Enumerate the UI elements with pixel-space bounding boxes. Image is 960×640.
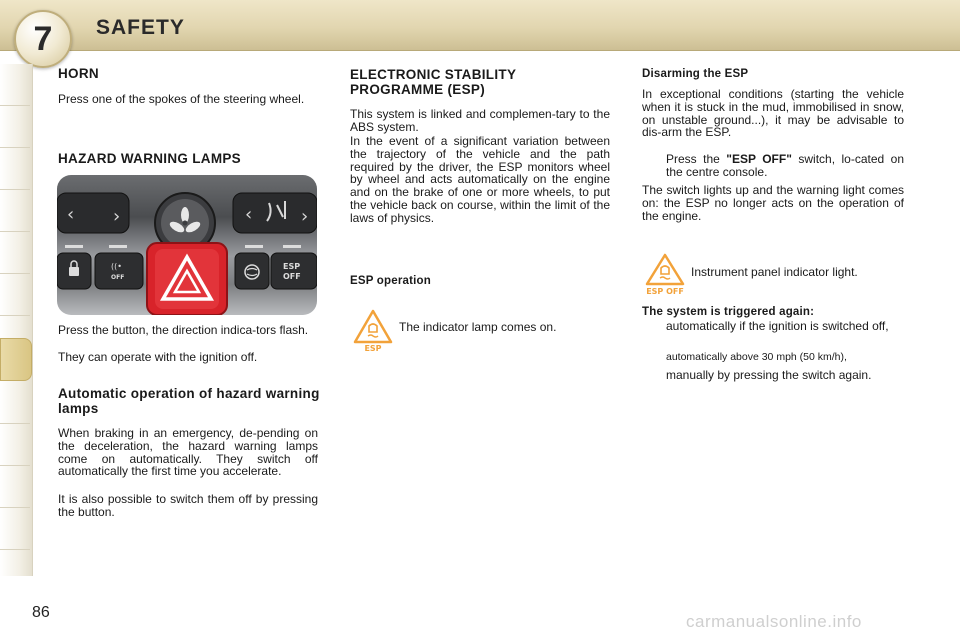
photo-label-esp-off: OFF (283, 272, 301, 281)
triggered-bullet-3 (642, 369, 904, 397)
press-esp-off-label: "ESP OFF" (726, 152, 792, 166)
hazard-text-1: Press the button, the direction indica-tors flash. (58, 323, 309, 337)
triggered-bullet-1 (642, 320, 904, 348)
esp-warning-icon (352, 308, 394, 352)
chapter-tab-4[interactable] (0, 190, 30, 232)
esp-off-indicator-caption: Instrument panel indicator light. (691, 265, 858, 279)
svg-text:‹: ‹ (67, 204, 75, 225)
chapter-tab-11[interactable] (0, 508, 30, 550)
esp-off-warning-icon (642, 252, 688, 296)
lights-text: The switch lights up and the warning light comes on: the ESP no longer acts on the operation of the engine. (642, 183, 904, 223)
hazard-switch-illustration (57, 175, 317, 315)
press-suffix: switch, lo-cated on the centre console. (666, 152, 904, 179)
chapter-tab-8[interactable] (0, 382, 30, 424)
photo-label-esp: ESP (283, 262, 301, 271)
horn-heading: HORN (58, 66, 99, 81)
chapter-number: 7 (14, 10, 72, 68)
chapter-title: SAFETY (96, 16, 185, 39)
press-esp-off-text (666, 153, 904, 179)
disarm-heading: Disarming the ESP (642, 68, 749, 80)
chapter-tab-10[interactable] (0, 466, 30, 508)
page-header (0, 0, 960, 58)
svg-text:›: › (113, 206, 121, 227)
esp-heading: ELECTRONIC STABILITY PROGRAMME (ESP) (350, 67, 517, 97)
auto-text-1: When braking in an emergency, de-pending on the deceleration, the hazard warning lamps come on automatically. They switch off automatically the first time you accelerate. (58, 426, 318, 479)
press-prefix: Press the (666, 152, 727, 166)
auto-text-2: It is also possible to switch them off by pressing the button. (58, 492, 318, 519)
triggered-bullet-3-text: manually by pressing the switch again. (666, 368, 872, 382)
hazard-text-2: They can operate with the ignition off. (58, 350, 258, 364)
disarm-text: In exceptional conditions (starting the vehicle when it is stuck in the mud, immobilised in snow, on unstable ground...), it may be advisable to dis-arm the ESP. (642, 87, 904, 140)
svg-text:›: › (301, 206, 309, 227)
svg-text:((•: ((• (111, 262, 122, 271)
esp-operation-heading: ESP operation (350, 275, 431, 287)
esp-warning-icon-label: ESP (364, 344, 382, 352)
chapter-tab-6[interactable] (0, 274, 30, 316)
triggered-bullet-2-text: automatically above 30 mph (50 km/h), (666, 351, 847, 363)
chapter-tab-3[interactable] (0, 148, 30, 190)
chapter-tab-1[interactable] (0, 64, 30, 106)
photo-label-off: OFF (111, 274, 125, 281)
triggered-heading: The system is triggered again: (642, 306, 815, 318)
horn-text: Press one of the spokes of the steering wheel. (58, 92, 305, 106)
watermark-text: carmanualsonline.info (686, 612, 862, 631)
esp-off-warning-icon-label: ESP OFF (646, 287, 684, 296)
chapter-tab-5[interactable] (0, 232, 30, 274)
svg-text:‹: ‹ (245, 204, 253, 225)
esp-text-1: This system is linked and complemen-tary to the ABS system. (350, 107, 610, 134)
triggered-bullet-2 (642, 351, 904, 367)
auto-heading: Automatic operation of hazard warning lamps (58, 386, 320, 416)
esp-text-2: In the event of a significant variation between the trajectory of the vehicle and the path required by the driver, the ESP monitors wheel by wheel and acts automatically on the engine and on the brake of one or more wheels, to put the vehicle back on course, within the limit of the laws of physics. (350, 134, 610, 225)
esp-indicator-caption: The indicator lamp comes on. (399, 320, 557, 334)
chapter-tab-7-active[interactable] (0, 338, 32, 381)
press-esp-off-bullet (642, 153, 904, 181)
chapter-tab-rail (0, 64, 33, 576)
hazard-heading: HAZARD WARNING LAMPS (58, 151, 241, 166)
chapter-tab-9[interactable] (0, 424, 30, 466)
hazard-switch-photo (57, 175, 317, 315)
triggered-bullet-1-text: automatically if the ignition is switched off, (666, 319, 889, 333)
chapter-tab-2[interactable] (0, 106, 30, 148)
page-number: 86 (32, 604, 50, 621)
